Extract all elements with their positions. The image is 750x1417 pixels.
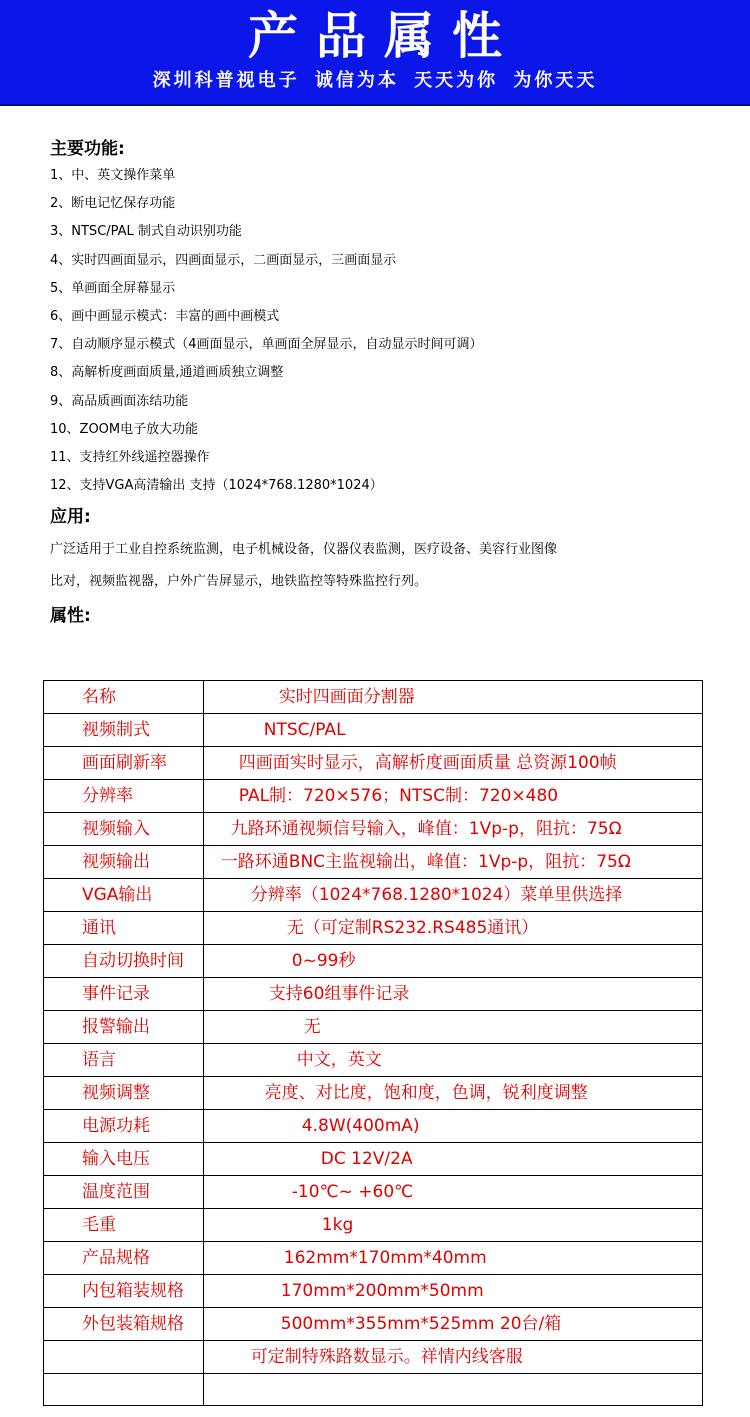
spec-table: [43, 680, 703, 1406]
feature-item: 9、高品质画面冻结功能: [50, 393, 189, 409]
spec-key: 视频输入: [44, 813, 204, 846]
feature-item: 10、ZOOM电子放大功能: [50, 421, 199, 437]
spec-row: [44, 1143, 703, 1176]
spec-key: 输入电压: [44, 1143, 204, 1176]
company-slogan: 深圳科普视电子 诚信为本 天天为你 为你天天: [152, 70, 598, 91]
spec-value: 4.8W(400mA): [203, 1110, 702, 1143]
spec-key: 外包装箱规格: [44, 1308, 204, 1341]
spec-row: [44, 1110, 703, 1143]
spec-value: NTSC/PAL: [203, 714, 702, 747]
spec-value: 实时四画面分割器: [203, 681, 702, 714]
spec-key: 语言: [44, 1044, 204, 1077]
spec-row: [44, 1077, 703, 1110]
spec-row: [44, 1275, 703, 1308]
spec-row: [44, 1209, 703, 1242]
spec-value: 支持60组事件记录: [203, 978, 702, 1011]
spec-value: 170mm*200mm*50mm: [203, 1275, 702, 1308]
feature-item: 5、单画面全屏幕显示: [50, 280, 176, 296]
features-heading: 主要功能:: [50, 139, 125, 159]
application-text-line-1: 广泛适用于工业自控系统监测，电子机械设备，仪器仪表监测，医疗设备、美容行业图像: [50, 542, 558, 557]
spec-row: [44, 1242, 703, 1275]
feature-item: 8、高解析度画面质量,通道画质独立调整: [50, 365, 284, 381]
spec-row: [44, 912, 703, 945]
spec-value: [203, 1374, 702, 1406]
header-banner: [0, 0, 750, 106]
spec-key: 电源功耗: [44, 1110, 204, 1143]
application-heading: 应用:: [50, 507, 91, 527]
spec-key: 画面刷新率: [44, 747, 204, 780]
spec-key: 分辨率: [44, 780, 204, 813]
spec-row: [44, 978, 703, 1011]
spec-key: 毛重: [44, 1209, 204, 1242]
spec-row: [44, 1011, 703, 1044]
spec-key: 产品规格: [44, 1242, 204, 1275]
feature-item: 12、支持VGA高清输出 支持（1024*768.1280*1024）: [50, 478, 383, 494]
spec-row: [44, 879, 703, 912]
spec-row: [44, 846, 703, 879]
feature-item: 6、画中画显示模式：丰富的画中画模式: [50, 308, 280, 324]
spec-value: 0~99秒: [203, 945, 702, 978]
feature-item: 2、断电记忆保存功能: [50, 196, 176, 212]
spec-key: 事件记录: [44, 978, 204, 1011]
spec-value: 一路环通BNC主监视输出，峰值：1Vp-p，阻抗：75Ω: [203, 846, 702, 879]
spec-row: [44, 1176, 703, 1209]
application-text-line-2: 比对，视频监视器，户外广告屏显示，地铁监控等特殊监控行列。: [50, 574, 428, 589]
spec-value: 四画面实时显示，高解析度画面质量 总资源100帧: [203, 747, 702, 780]
feature-item: 7、自动顺序显示模式（4画面显示，单画面全屏显示，自动显示时间可调）: [50, 337, 483, 353]
spec-value: 1kg: [203, 1209, 702, 1242]
spec-key: 自动切换时间: [44, 945, 204, 978]
spec-value: 无（可定制RS232.RS485通讯）: [203, 912, 702, 945]
feature-item: 11、支持红外线遥控器操作: [50, 449, 210, 465]
spec-key: 视频调整: [44, 1077, 204, 1110]
spec-row: [44, 1044, 703, 1077]
spec-key: VGA输出: [44, 879, 204, 912]
features-list: [50, 162, 483, 500]
spec-value: -10℃~ +60℃: [203, 1176, 702, 1209]
spec-row: [44, 945, 703, 978]
spec-value: 可定制特殊路数显示。祥情内线客服: [203, 1341, 702, 1374]
spec-key: [44, 1374, 204, 1406]
feature-item: 4、实时四画面显示，四画面显示，二画面显示，三画面显示: [50, 252, 397, 268]
spec-value: 分辨率（1024*768.1280*1024）菜单里供选择: [203, 879, 702, 912]
spec-key: 视频制式: [44, 714, 204, 747]
spec-key: 视频输出: [44, 846, 204, 879]
feature-item: 1、中、英文操作菜单: [50, 168, 176, 183]
spec-key: 温度范围: [44, 1176, 204, 1209]
spec-row: [44, 780, 703, 813]
spec-row: [44, 813, 703, 846]
spec-key: 内包箱装规格: [44, 1275, 204, 1308]
spec-value: 500mm*355mm*525mm 20台/箱: [203, 1308, 702, 1341]
spec-row: [44, 681, 703, 714]
spec-value: PAL制：720×576；NTSC制：720×480: [203, 780, 702, 813]
spec-row: [44, 1374, 703, 1406]
feature-item: 3、NTSC/PAL 制式自动识别功能: [50, 224, 242, 240]
spec-key: [44, 1341, 204, 1374]
spec-value: 162mm*170mm*40mm: [203, 1242, 702, 1275]
spec-value: 九路环通视频信号输入，峰值：1Vp-p，阻抗：75Ω: [203, 813, 702, 846]
spec-value: DC 12V/2A: [203, 1143, 702, 1176]
spec-row: [44, 1308, 703, 1341]
spec-row: [44, 714, 703, 747]
spec-value: 中文，英文: [203, 1044, 702, 1077]
spec-value: 无: [203, 1011, 702, 1044]
spec-row: [44, 747, 703, 780]
spec-key: 通讯: [44, 912, 204, 945]
spec-value: 亮度、对比度，饱和度，色调，锐利度调整: [203, 1077, 702, 1110]
page-title: 产品属性: [248, 7, 520, 65]
spec-row: [44, 1341, 703, 1374]
spec-key: 报警输出: [44, 1011, 204, 1044]
spec-key: 名称: [44, 681, 204, 714]
attributes-heading: 属性:: [50, 606, 91, 626]
